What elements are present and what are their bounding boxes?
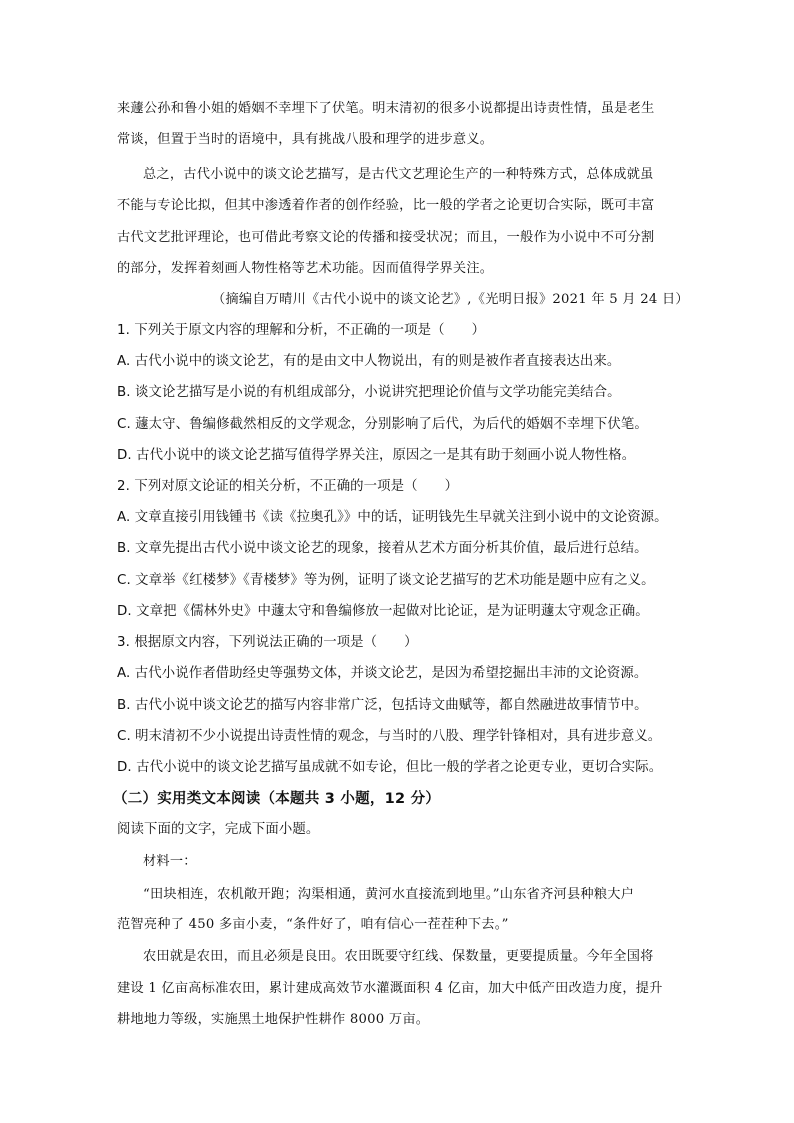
passage-line: 古代文艺批评理论，也可借此考察文论的传播和接受状况；而且，一般作为小说中不可分割 bbox=[117, 230, 655, 245]
material-line: “田块相连，农机敞开跑；沟渠相通，黄河水直接流到地里。”山东省齐河县种粮大户 bbox=[143, 887, 635, 902]
material-line: 建设 1 亿亩高标准农田，累计建成高效节水灌溉面积 4 亿亩，加大中低产田改造力度，提升 bbox=[117, 981, 663, 996]
question-2-option-a: A. 文章直接引用钱锺书《读《拉奥孔》》中的话，证明钱先生早就关注到小说中的文论资源。 bbox=[117, 510, 668, 525]
passage-line: 常谈，但置于当时的语境中，具有挑战八股和理学的进步意义。 bbox=[117, 132, 494, 147]
question-3-stem: 3. 根据原文内容，下列说法正确的一项是（ ） bbox=[117, 635, 418, 650]
question-2-stem: 2. 下列对原文论证的相关分析，不正确的一项是（ ） bbox=[117, 479, 459, 494]
question-2-option-b: B. 文章先提出古代小说中谈文论艺的现象，接着从艺术方面分析其价值，最后进行总结。 bbox=[117, 541, 648, 556]
section-instruction: 阅读下面的文字，完成下面小题。 bbox=[117, 822, 320, 837]
question-1-option-b: B. 谈文论艺描写是小说的有机组成部分，小说讲究把理论价值与文学功能完美结合。 bbox=[117, 385, 621, 400]
question-3-option-b: B. 古代小说中谈文论艺的描写内容非常广泛，包括诗文曲赋等，都自然融进故事情节中。 bbox=[117, 698, 648, 713]
material-label: 材料一： bbox=[143, 854, 197, 869]
question-1-option-c: C. 蘧太守、鲁编修截然相反的文学观念，分别影响了后代，为后代的婚姻不幸埋下伏笔。 bbox=[117, 417, 648, 432]
question-2-option-d: D. 文章把《儒林外史》中蘧太守和鲁编修放一起做对比论证，是为证明蘧太守观念正确。 bbox=[117, 604, 649, 619]
passage-line: 来蘧公孙和鲁小姐的婚姻不幸埋下了伏笔。明末清初的很多小说都提出诗责性情，虽是老生 bbox=[117, 101, 655, 116]
passage-line: 的部分，发挥着刻画人物性格等艺术功能。因而值得学界关注。 bbox=[117, 261, 494, 276]
citation: （摘编自万晴川《古代小说中的谈文论艺》,《光明日报》2021 年 5 月 24 日） bbox=[212, 292, 689, 307]
question-1-option-a: A. 古代小说中的谈文论艺，有的是由文中人物说出，有的则是被作者直接表达出来。 bbox=[117, 354, 621, 369]
question-3-option-a: A. 古代小说作者借助经史等强势文体，并谈文论艺，是因为希望挖掘出丰沛的文论资源。 bbox=[117, 666, 648, 681]
question-1-stem: 1. 下列关于原文内容的理解和分析，不正确的一项是（ ） bbox=[117, 323, 486, 338]
material-line: 耕地地力等级，实施黑土地保护性耕作 8000 万亩。 bbox=[117, 1012, 430, 1027]
question-1-option-d: D. 古代小说中的谈文论艺描写值得学界关注，原因之一是其有助于刻画小说人物性格。 bbox=[117, 448, 636, 463]
section-heading: （二）实用类文本阅读（本题共 3 小题，12 分） bbox=[113, 791, 441, 807]
question-3-option-d: D. 古代小说中的谈文论艺描写虽成就不如专论，但比一般的学者之论更专业，更切合实际。 bbox=[117, 760, 663, 775]
question-2-option-c: C. 文章举《红楼梦》《青楼梦》等为例，证明了谈文论艺描写的艺术功能是题中应有之义。 bbox=[117, 573, 655, 588]
passage-line: 总之，古代小说中的谈文论艺描写，是古代文艺理论生产的一种特殊方式，总体成就虽 bbox=[143, 167, 654, 182]
passage-line: 不能与专论比拟，但其中渗透着作者的创作经验，比一般的学者之论更切合实际，既可丰富 bbox=[117, 198, 655, 213]
material-line: 范智亮种了 450 多亩小麦，“条件好了，咱有信心一茬茬种下去。” bbox=[117, 917, 509, 932]
material-line: 农田就是农田，而且必须是良田。农田既要守红线、保数量，更要提质量。今年全国将 bbox=[143, 949, 654, 964]
question-3-option-c: C. 明末清初不少小说提出诗责性情的观念，与当时的八股、理学针锋相对，具有进步意义。 bbox=[117, 729, 662, 744]
